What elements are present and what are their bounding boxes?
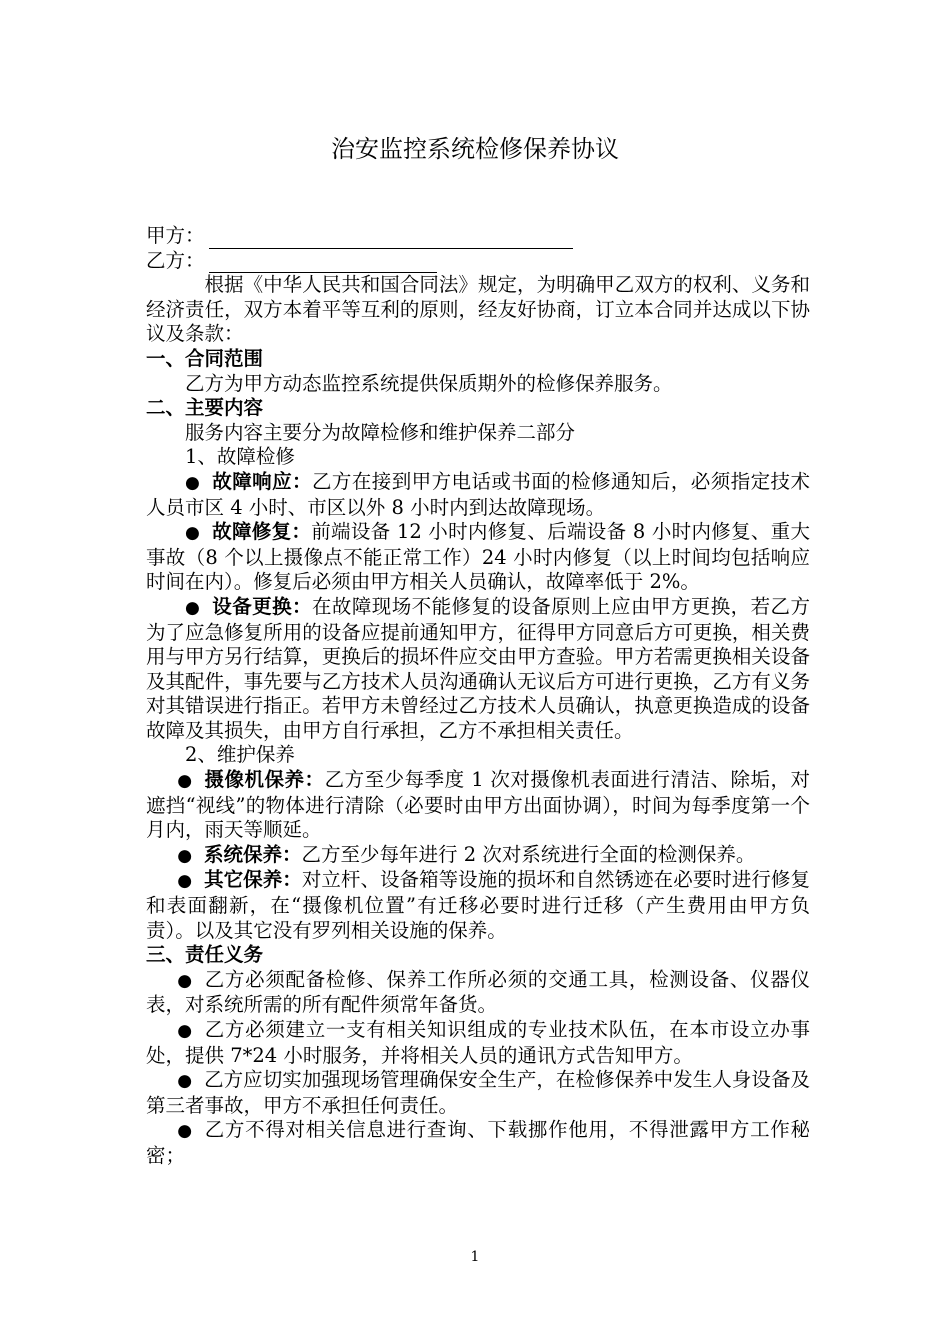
bullet-icon: ● bbox=[177, 1121, 193, 1142]
document-title: 治安监控系统检修保养协议 bbox=[331, 135, 619, 163]
bullet-responsibility-3 bbox=[146, 1068, 810, 1118]
bullet-fault-repair bbox=[146, 520, 810, 595]
bullet-responsibility-1 bbox=[146, 968, 810, 1018]
bullet-responsibility-2 bbox=[146, 1018, 810, 1068]
party-a-line bbox=[146, 224, 810, 249]
bullet-text: 乙方至少每年进行 2 次对系统进行全面的检测保养。 bbox=[301, 842, 756, 866]
party-b-label: 乙方： bbox=[146, 248, 205, 272]
bullet-responsibility-4 bbox=[146, 1118, 810, 1168]
bullet-text: 前端设备 12 小时内修复、后端设备 8 小时内修复、重大事故（8 个以上摄像点不能正常工作）24 小时内修复（以上时间均包括响应时间在内）。修复后必须由甲方相关人员确认，故障率低于 2%。 bbox=[146, 520, 810, 594]
bullet-label: 系统保养： bbox=[204, 842, 302, 866]
bullet-icon: ● bbox=[177, 871, 193, 892]
bullet-label: 故障修复： bbox=[212, 520, 312, 544]
party-a-blank bbox=[209, 230, 573, 249]
party-b-line bbox=[146, 249, 810, 274]
section-2-text: 服务内容主要分为故障检修和维护保养二部分 bbox=[185, 420, 576, 444]
bullet-text: 乙方不得对相关信息进行查询、下载挪作他用，不得泄露甲方工作秘密； bbox=[146, 1118, 810, 1167]
bullet-text: 在故障现场不能修复的设备原则上应由甲方更换，若乙方为了应急修复所用的设备应提前通知甲方，征得甲方同意后方可更换，相关费用与甲方另行结算，更换后的损坏件应交由甲方查验。甲方若需更换相关设备及其配件，事先要与乙方技术人员沟通确认无议后方可进行更换，乙方有义务对其错误进行指正。若甲方未曾经过乙方技术人员确认，执意更换造成的设备故障及其损失，由甲方自行承担，乙方不承担相关责任。 bbox=[146, 594, 810, 742]
party-b-blank bbox=[209, 254, 437, 273]
section-1-text: 乙方为甲方动态监控系统提供保质期外的检修保养服务。 bbox=[185, 371, 673, 395]
bullet-icon: ● bbox=[177, 1071, 193, 1092]
bullet-text: 乙方在接到甲方电话或书面的检修通知后，必须指定技术人员市区 4 小时、市区以外 8 小时内到达故障现场。 bbox=[146, 469, 810, 519]
bullet-label: 摄像机保养： bbox=[204, 768, 325, 792]
bullet-label: 设备更换： bbox=[212, 594, 312, 618]
bullet-fault-response bbox=[146, 470, 810, 520]
bullet-text: 对立杆、设备箱等设施的损坏和自然锈迹在必要时进行修复和表面翻新，在“摄像机位置”有迁移必要时进行迁移（产生费用由甲方负责）。以及其它没有罗列相关设施的保养。 bbox=[146, 868, 810, 942]
bullet-text: 乙方必须配备检修、保养工作所必须的交通工具，检测设备、仪器仪表，对系统所需的所有配件须常年备货。 bbox=[146, 967, 810, 1017]
section-3-title: 三、责任义务 bbox=[146, 943, 264, 967]
bullet-label: 其它保养： bbox=[204, 868, 302, 892]
section-2-sub2: 2、维护保养 bbox=[185, 743, 295, 767]
bullet-camera-maintenance bbox=[146, 768, 810, 843]
bullet-icon: ● bbox=[185, 472, 201, 493]
bullet-label: 故障响应： bbox=[212, 469, 312, 493]
bullet-icon: ● bbox=[185, 523, 201, 544]
bullet-device-replace bbox=[146, 595, 810, 744]
document-body bbox=[146, 224, 810, 1169]
bullet-icon: ● bbox=[177, 1021, 193, 1041]
bullet-other-maintenance bbox=[146, 868, 810, 943]
bullet-icon: ● bbox=[177, 845, 193, 866]
bullet-text: 乙方应切实加强现场管理确保安全生产，在检修保养中发生人身设备及第三者事故，甲方不承担任何责任。 bbox=[146, 1068, 810, 1117]
page-number: 1 bbox=[470, 1249, 480, 1265]
bullet-text: 乙方必须建立一支有相关知识组成的专业技术队伍，在本市设立办事处，提供 7*24 小时服务，并将相关人员的通讯方式告知甲方。 bbox=[146, 1018, 810, 1067]
bullet-icon: ● bbox=[177, 771, 193, 792]
section-1-title: 一、合同范围 bbox=[146, 346, 264, 370]
bullet-icon: ● bbox=[185, 597, 201, 618]
intro-paragraph: 根据《中华人民共和国合同法》规定，为明确甲乙双方的权利、义务和经济责任，双方本着平等互利的原则，经友好协商，订立本合同并达成以下协议及条款： bbox=[146, 273, 810, 346]
section-2-sub1: 1、故障检修 bbox=[185, 445, 295, 469]
bullet-text: 乙方至少每季度 1 次对摄像机表面进行清洁、除垢，对遮挡“视线”的物体进行清除（必要时由甲方出面协调），时间为每季度第一个月内，雨天等顺延。 bbox=[146, 768, 810, 842]
party-a-label: 甲方： bbox=[146, 224, 205, 247]
bullet-icon: ● bbox=[177, 970, 193, 991]
bullet-system-maintenance bbox=[146, 843, 810, 869]
section-2-title: 二、主要内容 bbox=[146, 396, 264, 420]
